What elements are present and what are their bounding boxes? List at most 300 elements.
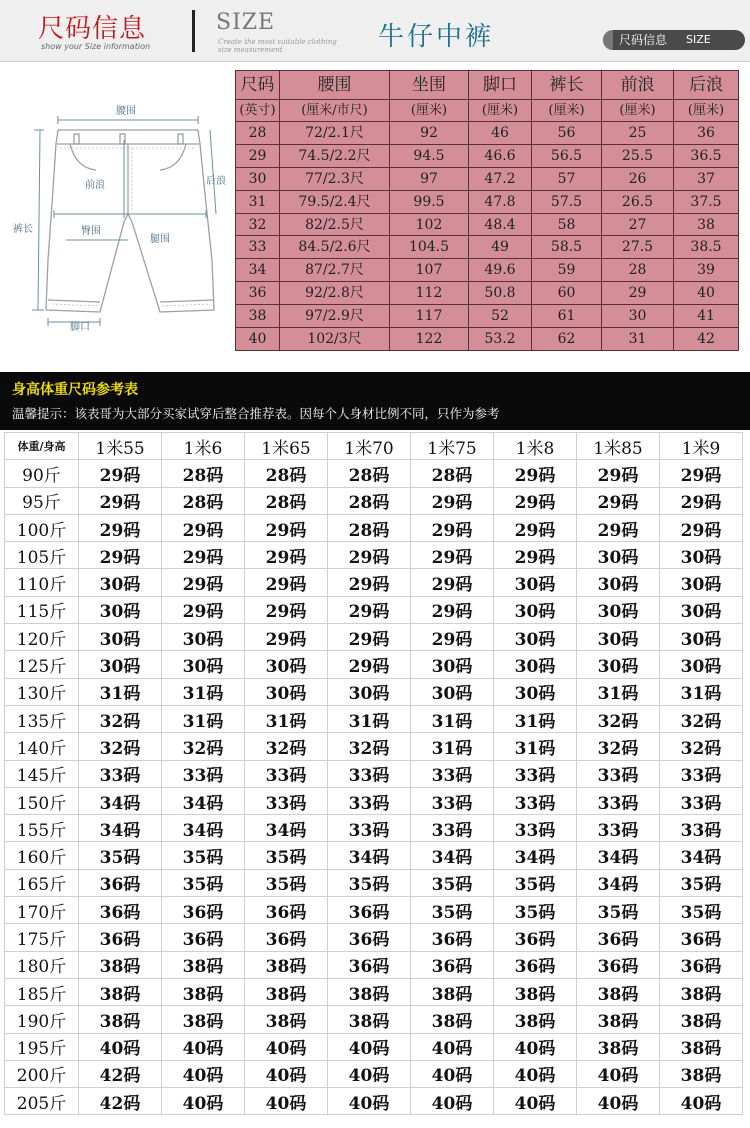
recommended-size-cell: 30码 [328,678,411,705]
recommended-size-cell: 33码 [411,760,494,787]
weight-cell: 165斤 [5,869,79,896]
recommended-size-cell: 33码 [660,787,743,814]
measure-cell: 97 [390,167,469,190]
recommended-size-cell: 38码 [245,978,328,1005]
label-length: 裤长 [13,224,33,235]
recommended-size-cell: 30码 [577,651,660,678]
recommended-size-cell: 40码 [245,1088,328,1115]
recommended-size-cell: 36码 [494,951,577,978]
recommended-size-cell: 32码 [577,733,660,760]
recommended-size-cell: 32码 [577,705,660,732]
measure-cell: 27 [602,213,674,236]
table-row [5,842,743,869]
recommended-size-cell: 42码 [79,1060,162,1087]
recommended-size-cell: 33码 [411,787,494,814]
recommended-size-cell: 38码 [328,978,411,1005]
recommended-size-cell: 29码 [328,651,411,678]
recommended-size-cell: 38码 [79,1006,162,1033]
recommended-size-cell: 30码 [79,624,162,651]
recommended-size-cell: 38码 [577,1033,660,1060]
recommended-size-cell: 30码 [411,651,494,678]
height-weight-body [5,460,743,1115]
header-cell: 脚口 [469,71,532,100]
badge-dot [603,30,613,50]
recommended-size-cell: 38码 [162,1006,245,1033]
recommended-size-cell: 30码 [494,569,577,596]
recommended-size-cell: 38码 [162,978,245,1005]
measure-cell: 59 [532,259,602,282]
recommended-size-cell: 29码 [411,624,494,651]
recommended-size-cell: 34码 [411,842,494,869]
weight-cell: 200斤 [5,1060,79,1087]
recommended-size-cell: 30码 [162,624,245,651]
table-row [236,305,739,328]
recommended-size-cell: 29码 [411,514,494,541]
recommended-size-cell: 40码 [577,1088,660,1115]
measure-cell: 72/2.1尺 [280,122,390,145]
recommended-size-cell: 35码 [660,897,743,924]
measure-cell: 56.5 [532,144,602,167]
recommended-size-cell: 28码 [162,460,245,487]
measure-cell: 52 [469,305,532,328]
table-row [236,213,739,236]
recommended-size-cell: 34码 [660,842,743,869]
recommended-size-cell: 29码 [411,542,494,569]
table-row [5,705,743,732]
measure-cell: 47.2 [469,167,532,190]
measure-cell: 77/2.3尺 [280,167,390,190]
recommended-size-cell: 38码 [577,978,660,1005]
recommended-size-cell: 36码 [79,897,162,924]
recommended-size-cell: 29码 [245,542,328,569]
header-divider [192,10,195,52]
size-cell: 28 [236,122,280,145]
recommended-size-cell: 29码 [660,487,743,514]
recommended-size-cell: 40码 [494,1033,577,1060]
recommended-size-cell: 30码 [162,651,245,678]
recommended-size-cell: 36码 [245,924,328,951]
size-cell: 38 [236,305,280,328]
measure-cell: 58.5 [532,236,602,259]
recommended-size-cell: 31码 [79,678,162,705]
unit-cell: (厘米) [390,100,469,122]
size-cell: 32 [236,213,280,236]
recommended-size-cell: 29码 [328,596,411,623]
height-cell: 1米9 [660,433,743,460]
header-cell: 坐围 [390,71,469,100]
recommended-size-cell: 30码 [660,596,743,623]
recommended-size-cell: 40码 [411,1060,494,1087]
recommended-size-cell: 38码 [79,951,162,978]
measure-cell: 30 [602,305,674,328]
recommended-size-cell: 34码 [577,869,660,896]
reference-banner [0,372,750,430]
table-row [5,924,743,951]
recommended-size-cell: 33码 [411,815,494,842]
recommended-size-cell: 38码 [660,978,743,1005]
recommended-size-cell: 29码 [162,514,245,541]
weight-cell: 155斤 [5,815,79,842]
recommended-size-cell: 33码 [577,760,660,787]
recommended-size-cell: 33码 [494,815,577,842]
measure-cell: 112 [390,282,469,305]
recommended-size-cell: 35码 [162,869,245,896]
recommended-size-cell: 33码 [328,760,411,787]
size-heading: SIZE [216,10,276,35]
height-cell: 1米70 [328,433,411,460]
recommended-size-cell: 36码 [162,924,245,951]
recommended-size-cell: 40码 [162,1088,245,1115]
label-back-rise: 后浪 [206,176,226,187]
recommended-size-cell: 40码 [162,1033,245,1060]
recommended-size-cell: 30码 [577,542,660,569]
unit-cell: (英寸) [236,100,280,122]
height-cell: 1米75 [411,433,494,460]
recommended-size-cell: 29码 [79,487,162,514]
table-row [5,787,743,814]
weight-cell: 90斤 [5,460,79,487]
weight-cell: 110斤 [5,569,79,596]
recommended-size-cell: 31码 [660,678,743,705]
recommended-size-cell: 33码 [328,815,411,842]
measure-cell: 74.5/2.2尺 [280,144,390,167]
recommended-size-cell: 35码 [328,869,411,896]
recommended-size-cell: 38码 [162,951,245,978]
recommended-size-cell: 30码 [494,624,577,651]
recommended-size-cell: 29码 [411,596,494,623]
size-cell: 31 [236,190,280,213]
recommended-size-cell: 36码 [328,951,411,978]
label-waist: 腰围 [116,106,136,117]
weight-cell: 175斤 [5,924,79,951]
reference-note: 温馨提示：该表哥为大部分买家试穿后整合推荐表。因每个人身材比例不同，只作为参考 [12,406,500,421]
recommended-size-cell: 29码 [79,460,162,487]
weight-cell: 130斤 [5,678,79,705]
shorts-measurement-diagram [0,64,236,364]
recommended-size-cell: 36码 [411,924,494,951]
recommended-size-cell: 30码 [577,596,660,623]
recommended-size-cell: 38码 [577,1006,660,1033]
unit-cell: (厘米) [469,100,532,122]
table-row [5,760,743,787]
measure-cell: 82/2.5尺 [280,213,390,236]
recommended-size-cell: 34码 [577,842,660,869]
measure-cell: 94.5 [390,144,469,167]
recommended-size-cell: 34码 [79,787,162,814]
table-row [236,282,739,305]
weight-cell: 105斤 [5,542,79,569]
recommended-size-cell: 33码 [660,760,743,787]
recommended-size-cell: 29码 [577,487,660,514]
recommended-size-cell: 29码 [245,624,328,651]
table-row [5,569,743,596]
weight-cell: 190斤 [5,1006,79,1033]
recommended-size-cell: 28码 [245,487,328,514]
recommended-size-cell: 32码 [245,733,328,760]
measure-cell: 25 [602,122,674,145]
measure-cell: 62 [532,328,602,351]
product-title: 牛仔中裤 [378,22,495,52]
recommended-size-cell: 35码 [411,897,494,924]
recommended-size-cell: 40码 [162,1060,245,1087]
recommended-size-cell: 32码 [328,733,411,760]
recommended-size-cell: 36码 [660,951,743,978]
recommended-size-cell: 32码 [79,705,162,732]
recommended-size-cell: 40码 [245,1033,328,1060]
table-row [5,978,743,1005]
recommended-size-cell: 40码 [411,1033,494,1060]
recommended-size-cell: 36码 [494,924,577,951]
recommended-size-cell: 36码 [79,869,162,896]
recommended-size-cell: 30码 [494,596,577,623]
recommended-size-cell: 38码 [411,1006,494,1033]
recommended-size-cell: 30码 [79,651,162,678]
measure-cell: 49.6 [469,259,532,282]
page-header [0,0,750,62]
recommended-size-cell: 29码 [494,514,577,541]
recommended-size-cell: 34码 [162,815,245,842]
recommended-size-cell: 36码 [79,924,162,951]
weight-cell: 145斤 [5,760,79,787]
table-row [5,1088,743,1115]
recommended-size-cell: 40码 [328,1033,411,1060]
measure-cell: 92 [390,122,469,145]
recommended-size-cell: 30码 [411,678,494,705]
measure-cell: 48.4 [469,213,532,236]
measure-cell: 92/2.8尺 [280,282,390,305]
weight-cell: 115斤 [5,596,79,623]
recommended-size-cell: 35码 [577,897,660,924]
section-subtitle: show your Size information [41,42,151,51]
weight-cell: 120斤 [5,624,79,651]
recommended-size-cell: 31码 [494,705,577,732]
measure-cell: 42 [674,328,739,351]
recommended-size-cell: 29码 [660,460,743,487]
table-row [236,236,739,259]
table-row [5,460,743,487]
measure-cell: 28 [602,259,674,282]
size-info-badge [603,30,745,50]
unit-cell: (厘米) [532,100,602,122]
recommended-size-cell: 29码 [162,569,245,596]
recommended-size-cell: 35码 [411,869,494,896]
measure-cell: 31 [602,328,674,351]
recommended-size-cell: 40码 [577,1060,660,1087]
measure-cell: 29 [602,282,674,305]
measure-cell: 61 [532,305,602,328]
recommended-size-cell: 29码 [328,624,411,651]
recommended-size-cell: 30码 [245,651,328,678]
recommended-size-cell: 40码 [79,1033,162,1060]
weight-cell: 95斤 [5,487,79,514]
recommended-size-cell: 38码 [494,1006,577,1033]
height-cell: 1米55 [79,433,162,460]
recommended-size-cell: 36码 [245,897,328,924]
recommended-size-cell: 31码 [162,678,245,705]
recommended-size-cell: 34码 [245,815,328,842]
unit-cell: (厘米) [674,100,739,122]
measure-cell: 107 [390,259,469,282]
recommended-size-cell: 34码 [328,842,411,869]
recommended-size-cell: 36码 [328,924,411,951]
measure-cell: 79.5/2.4尺 [280,190,390,213]
recommended-size-cell: 29码 [411,569,494,596]
measure-cell: 37 [674,167,739,190]
recommended-size-cell: 36码 [162,897,245,924]
measure-cell: 38 [674,213,739,236]
recommended-size-cell: 28码 [328,487,411,514]
recommended-size-cell: 32码 [660,733,743,760]
header-cell: 前浪 [602,71,674,100]
size-cell: 33 [236,236,280,259]
measure-cell: 122 [390,328,469,351]
recommended-size-cell: 32码 [660,705,743,732]
recommended-size-cell: 40码 [328,1060,411,1087]
weight-cell: 150斤 [5,787,79,814]
recommended-size-cell: 28码 [411,460,494,487]
measure-cell: 56 [532,122,602,145]
recommended-size-cell: 40码 [245,1060,328,1087]
weight-cell: 180斤 [5,951,79,978]
recommended-size-cell: 29码 [79,514,162,541]
table-unit-row [236,100,739,122]
badge-label-cn: 尺码信息 [619,33,668,47]
table-row [236,122,739,145]
recommended-size-cell: 38码 [79,978,162,1005]
recommended-size-cell: 33码 [660,815,743,842]
measure-cell: 36 [674,122,739,145]
recommended-size-cell: 29码 [245,569,328,596]
recommended-size-cell: 30码 [79,596,162,623]
recommended-size-cell: 28码 [328,460,411,487]
table-row [5,651,743,678]
recommended-size-cell: 31码 [577,678,660,705]
recommended-size-cell: 38码 [411,978,494,1005]
recommended-size-cell: 30码 [660,542,743,569]
measure-cell: 57 [532,167,602,190]
recommended-size-cell: 33码 [494,760,577,787]
height-cell: 1米6 [162,433,245,460]
header-cell: 尺码 [236,71,280,100]
measure-cell: 102 [390,213,469,236]
height-cell: 1米65 [245,433,328,460]
recommended-size-cell: 40码 [328,1088,411,1115]
recommended-size-cell: 30码 [79,569,162,596]
recommended-size-cell: 29码 [494,542,577,569]
table-header-row [236,71,739,100]
size-table-body [236,122,739,351]
badge-label-en: SIZE [686,33,711,46]
recommended-size-cell: 38码 [245,951,328,978]
height-cell: 1米85 [577,433,660,460]
recommended-size-cell: 29码 [660,514,743,541]
measure-cell: 97/2.9尺 [280,305,390,328]
recommended-size-cell: 29码 [79,542,162,569]
weight-cell: 100斤 [5,514,79,541]
weight-cell: 140斤 [5,733,79,760]
recommended-size-cell: 40码 [660,1088,743,1115]
recommended-size-cell: 36码 [577,924,660,951]
recommended-size-cell: 29码 [577,514,660,541]
height-cell: 1米8 [494,433,577,460]
recommended-size-cell: 40码 [411,1088,494,1115]
table-row [5,596,743,623]
reference-title: 身高体重尺码参考表 [12,382,138,398]
recommended-size-cell: 29码 [411,487,494,514]
unit-cell: (厘米/市尺) [280,100,390,122]
weight-cell: 185斤 [5,978,79,1005]
weight-cell: 160斤 [5,842,79,869]
recommended-size-cell: 38码 [660,1060,743,1087]
size-cell: 34 [236,259,280,282]
recommended-size-cell: 36码 [660,924,743,951]
table-row [5,487,743,514]
recommended-size-cell: 28码 [245,460,328,487]
recommended-size-cell: 40码 [494,1060,577,1087]
table-row [5,869,743,896]
recommended-size-cell: 29码 [328,569,411,596]
recommended-size-cell: 33码 [162,760,245,787]
header-cell: 后浪 [674,71,739,100]
recommended-size-cell: 35码 [245,869,328,896]
recommended-size-cell: 29码 [245,514,328,541]
table-row [5,1060,743,1087]
size-subheading: Create the most suitable clothing size measurement [218,38,337,54]
measure-cell: 39 [674,259,739,282]
recommended-size-cell: 35码 [494,869,577,896]
recommended-size-cell: 40码 [494,1088,577,1115]
table-row [5,678,743,705]
measure-cell: 37.5 [674,190,739,213]
table-row [236,328,739,351]
recommended-size-cell: 33码 [245,760,328,787]
recommended-size-cell: 35码 [494,897,577,924]
recommended-size-cell: 33码 [328,787,411,814]
table-row [236,144,739,167]
recommended-size-cell: 34码 [162,787,245,814]
recommended-size-cell: 30码 [577,624,660,651]
recommended-size-cell: 35码 [162,842,245,869]
measure-cell: 60 [532,282,602,305]
measure-cell: 49 [469,236,532,259]
table-row [236,190,739,213]
recommended-size-cell: 38码 [660,1033,743,1060]
table-row [5,514,743,541]
recommended-size-cell: 31码 [245,705,328,732]
recommended-size-cell: 30码 [494,651,577,678]
measure-cell: 26 [602,167,674,190]
recommended-size-cell: 29码 [328,542,411,569]
header-cell: 裤长 [532,71,602,100]
measure-cell: 27.5 [602,236,674,259]
weight-cell: 170斤 [5,897,79,924]
recommended-size-cell: 35码 [79,842,162,869]
measure-cell: 46 [469,122,532,145]
recommended-size-cell: 38码 [328,1006,411,1033]
table-row [5,624,743,651]
recommended-size-cell: 28码 [328,514,411,541]
section-title: 尺码信息 [38,14,147,44]
height-weight-table [4,432,743,1115]
size-chart-table [235,70,739,351]
measure-cell: 41 [674,305,739,328]
size-cell: 30 [236,167,280,190]
measure-cell: 47.8 [469,190,532,213]
recommended-size-cell: 30码 [660,569,743,596]
weight-cell: 195斤 [5,1033,79,1060]
recommended-size-cell: 28码 [162,487,245,514]
recommended-size-cell: 36码 [577,951,660,978]
